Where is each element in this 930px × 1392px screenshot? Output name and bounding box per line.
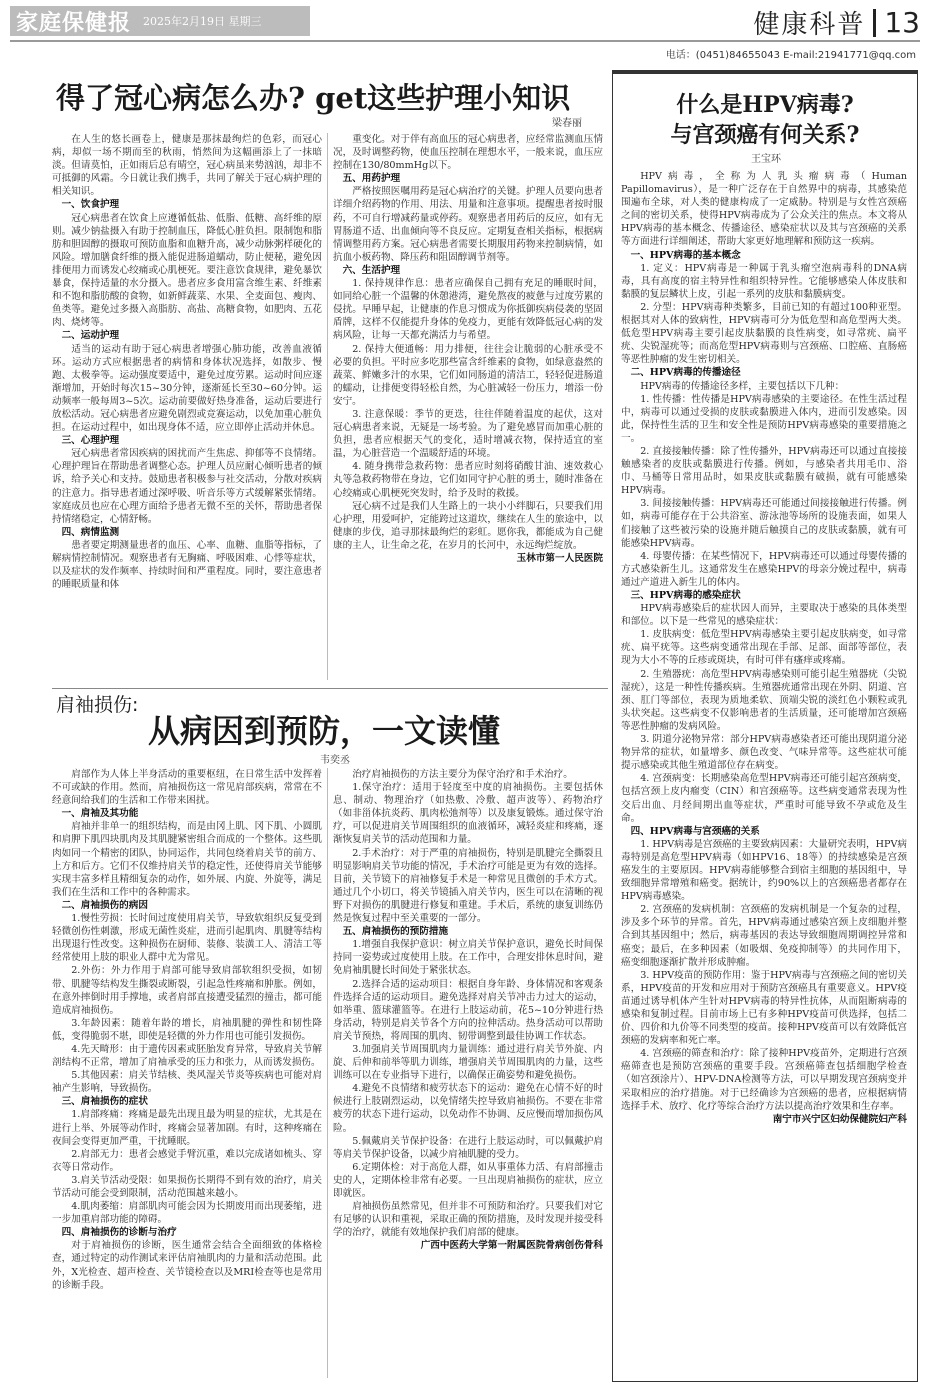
paragraph: 2.肩部无力：患者会感觉手臂沉重，难以完成诸如梳头、穿衣等日常动作。 — [52, 1148, 322, 1173]
paragraph: 适当的运动有助于冠心病患者增强心肺功能，改善血液循环。运动方式应根据患者的病情和身体状况选择，如散步、慢跑、太极拳等。运动强度要适中，避免过度劳累。运动时间应逐渐增加，开始时每次15~30分钟，逐渐延长至30~60分钟。运动频率一般每周3~5次。运动前要做好热身准备，运动后要进行放松活动。冠心病患者应避免剧烈或竞赛运动，以免加重心脏负担。在运动过程中，如出现身体不适，应立即停止活动并休息。 — [52, 343, 322, 434]
article2-title: 从病因到预防，一文读懂 — [148, 712, 501, 750]
paragraph: 4. 随身携带急救药物：患者应时刻将硝酸甘油、速效救心丸等急救药物带在身边，它们如同守护心脏的勇士，随时准备在心绞痛或心肌梗死突发时，给予及时的救援。 — [333, 461, 603, 499]
paragraph: 冠心病患者在饮食上应遵循低盐、低脂、低糖、高纤维的原则。减少钠盐摄入有助于控制血压，降低心脏负担。限制饱和脂肪和胆固醇的摄取可预防血脂和血糖升高，减少动脉粥样硬化的风险。增加膳食纤维的摄入能促进肠道蠕动，防止便秘，避免因排便用力而诱发心绞痛或心肌梗死。要注意饮食规律，避免暴饮暴食，保持适量的水分摄入。患者应多食用富含维生素、纤维素和不饱和脂肪酸的食物，如新鲜蔬菜、水果、全麦面包、瘦肉、鱼类等。避免过多摄入高脂肪、高盐、高糖食物，如肥肉、五花肉、烧烤等。 — [52, 212, 322, 329]
sidebar-article-box — [612, 70, 918, 1382]
article3-title-line1: 什么是HPV病毒? — [676, 92, 854, 118]
paragraph: 3.加强肩关节周围肌肉力量训练：通过进行肩关节外旋、内旋、后伸和前举等肌力训练，增强肩关节周围肌肉的力量，这些训练可以在专业指导下进行，以确保正确姿势和避免损伤。 — [333, 1043, 603, 1082]
paragraph: 1.慢性劳损：长时间过度使用肩关节，导致软组织反复受到轻微创伤性刺激，形成无菌性炎症，进而引起肌肉、肌腱等结构出现退行性改变。这种损伤在厨师、装修、装潢工人、清洁工等经常使用上肢的职业人群中尤为常见。 — [52, 913, 322, 964]
paragraph: 2.选择合适的运动项目：根据自身年龄、身体情况和客观条件选择合适的运动项目。避免选择对肩关节冲击力过大的运动，如举重、篮球灌篮等。在进行上肢运动前，花5~10分钟进行热身活动，特别是肩关节各个方向的拉伸活动。热身活动可以帮助肩关节预热，将周围的肌肉、韧带调整到最佳协调工作状态。 — [333, 978, 603, 1042]
paragraph: 4. 宫颈病变：长期感染高危型HPV病毒还可能引起宫颈病变，包括宫颈上皮内瘤变（CIN）和宫颈癌等。这些病变通常表现为性交后出血、月经间期出血等症状，严重时可能导致不孕或危及生命。 — [621, 773, 907, 824]
paragraph: 3. 间接接触传播：HPV病毒还可能通过间接接触进行传播。例如，病毒可能存在于公共浴室、游泳池等场所的设施表面，如果人们接触了这些被污染的设施并随后触摸自己的皮肤或黏膜，就有可能感染HPV病毒。 — [621, 498, 907, 549]
section-divider — [873, 9, 876, 37]
page-number: 13 — [884, 6, 920, 39]
article2-kicker: 肩袖损伤: — [56, 694, 139, 716]
paragraph: 严格按照医嘱用药是冠心病治疗的关键。护理人员要向患者详细介绍药物的作用、用法、用量和注意事项。提醒患者按时服药，不可自行增减药量或停药。观察患者用药后的反应，如有无胃肠道不适、出血倾向等不良反应。定期复查相关指标，根据病情调整用药方案。冠心病患者需要长期服用药物来控制病情，如抗血小板药物、降压药和阻固醇调节剂等。 — [333, 186, 603, 263]
article-divider — [52, 688, 608, 689]
article-source: 玉林市第一人民医院 — [516, 553, 603, 564]
section-name: 健康科普 — [753, 10, 866, 40]
article1-column-1 — [52, 133, 322, 680]
paragraph: 2. 直接接触传播：除了性传播外，HPV病毒还可以通过直接接触感染者的皮肤或黏膜进行传播。例如，与感染者共用毛巾、浴巾、马桶等日常用品时，如果皮肤或黏膜有破损，就有可能感染HPV病毒。 — [621, 445, 907, 497]
paragraph: 3.年龄因素：随着年龄的增长，肩袖肌腱的弹性和韧性降低，变得脆弱不堪，即使是轻微的外力作用也可能引发损伤。 — [52, 1017, 322, 1042]
paragraph: HPV病毒感染后的症状因人而异，主要取决于感染的具体类型和部位。以下是一些常见的感染症状： — [621, 603, 907, 628]
paragraph: 重变化。对于伴有高血压的冠心病患者，应经常监测血压情况，及时调整药物，使血压控制在理想水平，一般来说，血压应控制在130/80mmHg以下。 — [333, 134, 603, 172]
paragraph: 4. 母婴传播：在某些情况下，HPV病毒还可以通过母婴传播的方式感染新生儿。这通常发生在感染HPV的母亲分娩过程中，病毒通过产道进入新生儿的体内。 — [621, 550, 907, 588]
section-heading: 三、心理护理 — [61, 435, 120, 447]
paragraph: 6.定期体检：对于高危人群，如从事重体力活、有肩部撞击史的人，定期体检非常有必要。一旦出现肩袖损伤的症状，应立即就医。 — [333, 1161, 603, 1199]
paragraph: 5.佩戴肩关节保护设备：在进行上肢运动时，可以佩戴护肩等肩关节保护设备，以减少肩袖肌腱的受力。 — [333, 1135, 603, 1160]
section-heading: 一、肩袖及其功能 — [61, 808, 139, 820]
column-rule — [327, 768, 328, 1378]
paragraph: 冠心病不过是我们人生路上的一块小小绊脚石，只要我们用心护理，用爱呵护，定能跨过这道坎，继续在人生的旅途中，以健康的步伐，追寻那抹最绚烂的彩虹。愿你我，都能成为自己健康的主人，让生命之花，在岁月的长河中，永远绚烂绽放。 — [333, 500, 603, 551]
contact-line: 电话：(0451)84655043 E-mail:21941771@qq.com — [665, 50, 916, 61]
section-heading: 五、肩袖损伤的预防措施 — [342, 926, 449, 938]
section-heading: 三、肩袖损伤的症状 — [61, 1096, 148, 1108]
paragraph: 1. 保持规律作息：患者应确保自己拥有充足的睡眠时间，如同给心脏一个温馨的休憩港湾，避免熬夜的疲惫与过度劳累的侵扰。早睡早起，让健康的作息习惯成为你抵御疾病侵袭的坚固盾牌，这样不仅能提升身体的免疫力，更能有效降低冠心病的发病风险，让每一天都充满活力与希望。 — [333, 278, 603, 342]
article3-body — [621, 170, 907, 1380]
paragraph: 4. 宫颈癌的筛查和治疗：除了接种HPV疫苗外，定期进行宫颈癌筛查也是预防宫颈癌的重要手段。宫颈癌筛查包括细胞学检查（如宫颈涂片）、HPV-DNA检测等方法，可以早期发现宫颈病变并采取相应的治疗措施。对于已经确诊为宫颈癌的患者，应根据病情选择手术、放疗、化疗等综合治疗方法以提高治疗效果和生存率。 — [621, 1048, 907, 1112]
paragraph: 2.手术治疗：对于严重的肩袖损伤，特别是肌腱完全撕裂且明显影响肩关节功能的情况，手术治疗可能是更为有效的选择。目前，关节镜下的肩袖修复手术是一种常见且微创的手术方式。通过几个小切口，将关节镜插入肩关节内，医生可以在清晰的视野下对损伤的肌腱进行修复和重建。手术后，系统的康复训练仍然是恢复过程中至关重要的一部分。 — [333, 847, 603, 925]
paragraph: 3. 注意保暖：季节的更迭，往往伴随着温度的起伏，这对冠心病患者来说，无疑是一场考验。为了避免感冒而加重心脏的负担，患者应根据天气的变化，适时增减衣物，保持适宜的室温，为心脏营造一个温暖舒适的环境。 — [333, 408, 603, 460]
paragraph: 1. 性传播：性传播是HPV病毒感染的主要途径。在性生活过程中，病毒可以通过受损的皮肤或黏膜进入体内，进而引发感染。因此，保持性生活的卫生和安全性是预防HPV病毒感染的重要措施之一。 — [621, 393, 907, 444]
paragraph: 3.肩关节活动受限：如果损伤长期得不到有效的治疗，肩关节活动可能会受到限制，活动范围越来越小。 — [52, 1174, 322, 1199]
column-rule — [327, 133, 328, 680]
article2-column-1 — [52, 768, 322, 1378]
paragraph: 冠心病患者常因疾病的困扰而产生焦虑、抑郁等不良情绪。心理护理旨在帮助患者调整心态。护理人员应耐心倾听患者的倾诉，给予关心和支持。鼓励患者积极参与社交活动，分散对疾病的注意力。指导患者通过深呼吸、听音乐等方式缓解紧张情绪。家庭成员也应在心理方面给予患者无微不至的关怀，帮助患者保持情绪稳定，心情舒畅。 — [52, 448, 322, 525]
paragraph: 4.肌肉萎缩：肩部肌肉可能会因为长期废用而出现萎缩，进一步加重肩部功能的障碍。 — [52, 1201, 322, 1226]
paragraph: 2. 保持大便通畅：用力排便，往往会让脆弱的心脏承受不必要的负担。平时应多吃那些富含纤维素的食物，如绿意盎然的蔬菜、鲜嫩多汁的水果，它们如同肠道的清洁工，轻轻促进肠道的蠕动，让排便变得轻松自然，为心脏减轻一份压力，增添一份安宁。 — [333, 343, 603, 407]
paragraph: 在人生的悠长画卷上，健康是那抹最绚烂的色彩，而冠心病，却似一场不期而至的秋雨，悄然间为这幅画添上了一抹暗淡。但请莫怕，正如雨后总有晴空，冠心病虽来势汹汹，却非不可抵御的风霜。今日就让我们携手，共同了解关于冠心病护理的相关知识。 — [52, 134, 322, 198]
section-heading: 四、肩袖损伤的诊断与治疗 — [61, 1227, 177, 1239]
paragraph: 2. 生殖器疣：高危型HPV病毒感染则可能引起生殖器疣（尖锐湿疣），这是一种性传播疾病。生殖器疣通常出现在外阴、阴道、宫颈、肛门等部位，表现为质地柔软、顶端尖锐的淡红色小颗粒或乳头状突起。这些病变不仅影响患者的生活质量，还可能增加宫颈癌等恶性肿瘤的发病风险。 — [621, 668, 907, 732]
article2-author: 韦奕丞 — [320, 755, 350, 766]
paragraph: 肩袖并非单一的组织结构，而是由冈上肌、冈下肌、小圆肌和肩胛下肌四块肌肉及其肌腱紧密组合而成的一个整体。这些肌肉如同一个精密的团队，协同运作，共同包绕着肩关节的前方、上方和后方。它们不仅维持肩关节的稳定性，还使得肩关节能够实现丰富多样且精细复杂的动作，如外展、内旋、外旋等，满足我们在生活和工作中的各种需求。 — [52, 821, 322, 898]
article1-author: 梁春丽 — [552, 118, 582, 129]
paragraph: 2. 宫颈癌的发病机制：宫颈癌的发病机制是一个复杂的过程，涉及多个环节的异常。首先，HPV病毒通过感染宫颈上皮细胞并整合到其基因组中；然后，病毒基因的表达导致细胞周期调控异常和癌变；最后，在多种因素（如吸烟、免疫抑制等）的共同作用下，癌变细胞逐渐扩散并形成肿瘤。 — [621, 904, 907, 968]
section-heading: 一、饮食护理 — [61, 199, 120, 211]
paragraph: HPV病毒，全称为人乳头瘤病毒（Human Papillomavirus），是一种广泛存在于自然界中的病毒，其感染范围遍布全球，对人类的健康构成了一定威胁。特别是与女性宫颈癌之间的密切关系，使得HPV病毒成为了公众关注的焦点。本文将从HPV病毒的基本概念、传播途径、感染症状以及其与宫颈癌的关系等方面进行详细阐述，帮助大家更好地理解和预防这一疾病。 — [621, 171, 907, 248]
article2-column-2 — [333, 768, 603, 1378]
paragraph: 1. 皮肤病变：低危型HPV病毒感染主要引起皮肤病变，如寻常疣、扁平疣等。这些病变通常出现在手部、足部、面部等部位，表现为大小不等的丘疹或斑块，有时可伴有瘙痒或疼痛。 — [621, 629, 907, 667]
paragraph: 5.其他因素：肩关节结核、类风湿关节炎等疾病也可能对肩袖产生影响，导致损伤。 — [52, 1070, 322, 1095]
issue-date: 2025年2月19日 星期三 — [143, 15, 262, 28]
masthead — [0, 0, 930, 46]
paragraph: 1. 定义：HPV病毒是一种属于乳头瘤空泡病毒科的DNA病毒，具有高度的宿主特异性和组织特异性。它能够感染人体皮肤和黏膜的复层鳞状上皮，引起一系列的皮肤和黏膜病变。 — [621, 262, 907, 300]
section-heading: 四、HPV病毒与宫颈癌的关系 — [630, 825, 760, 837]
section-heading: 五、用药护理 — [342, 173, 401, 185]
paragraph: 患者要定期测量患者的血压、心率、血糖、血脂等指标，了解病情控制情况。观察患者有无胸痛、呼吸困难、心悸等症状，以及症状的发作频率、持续时间和严重程度。同时，要注意患者的睡眠质量和体 — [52, 539, 322, 591]
paragraph: 2. 分型：HPV病毒种类繁多，目前已知的有超过100种亚型。根据其对人体的致病性，HPV病毒可分为低危型和高危型两大类。低危型HPV病毒主要引起皮肤黏膜的良性病变，如寻常疣、扁平疣、尖锐湿疣等；而高危型HPV病毒则与宫颈癌、口腔癌、直肠癌等恶性肿瘤的发生密切相关。 — [621, 301, 907, 366]
section-heading: 六、生活护理 — [342, 264, 401, 276]
masthead-section-block — [753, 4, 920, 41]
paragraph: HPV病毒的传播途径多样，主要包括以下几种： — [640, 380, 845, 392]
paper-name: 家庭保健报 — [16, 9, 132, 36]
masthead-paper-block — [10, 6, 310, 36]
section-heading: 二、肩袖损伤的病因 — [61, 899, 148, 911]
paragraph: 1. HPV病毒是宫颈癌的主要致病因素：大量研究表明，HPV病毒特别是高危型HPV病毒（如HPV16、18等）的持续感染是宫颈癌发生的主要原因。HPV病毒能够整合到宿主细胞的基因组中，导致细胞异常增殖和癌变。据统计，约90%以上的宫颈癌患者都存在HPV病毒感染。 — [621, 838, 907, 903]
paragraph: 1.保守治疗：适用于轻度至中度的肩袖损伤。主要包括休息、制动、物理治疗（如热敷、冷敷、超声波等）、药物治疗（如非甾体抗炎药、肌肉松弛剂等）以及康复锻炼。通过保守治疗，可以促进肩关节周围组织的血液循环，减轻炎症和疼痛，逐渐恢复肩关节的活动范围和力量。 — [333, 782, 603, 846]
article1-title: 得了冠心病怎么办? get这些护理小知识 — [56, 81, 571, 115]
article3-title-line2: 与宫颈癌有何关系? — [670, 122, 860, 148]
paragraph: 4.先天畸形：由于遗传因素或胚胎发育异常，导致肩关节解剖结构不正常，增加了肩袖承受的压力和张力，从而诱发损伤。 — [52, 1043, 322, 1069]
paragraph: 3. 阴道分泌物异常：部分HPV病毒感染者还可能出现阴道分泌物异常的症状，如量增多、颜色改变、气味异常等。这些症状可能提示感染或其他生殖道部位存在病变。 — [621, 734, 907, 772]
section-heading: 二、HPV病毒的传播途径 — [630, 367, 741, 379]
paragraph: 3. HPV疫苗的预防作用：鉴于HPV病毒与宫颈癌之间的密切关系，HPV疫苗的开发和应用对于预防宫颈癌具有重要意义。HPV疫苗通过诱导机体产生针对HPV病毒的特异性抗体，从而阻断病毒的感染和复制过程。目前市场上已有多种HPV疫苗可供选择，包括二价、四价和九价等不同类型的疫苗。接种HPV疫苗可以有效降低宫颈癌的发病率和死亡率。 — [621, 969, 907, 1047]
paragraph: 对于肩袖损伤的诊断，医生通常会结合全面细致的体格检查，通过特定的动作测试来评估肩袖肌肉的力量和活动范围。此外，X光检查、超声检查、关节镜检查以及MRI检查等也是常用的诊断手段。 — [52, 1240, 322, 1291]
paragraph: 肩袖损伤虽然常见，但并非不可预防和治疗。只要我们对它有足够的认识和重视，采取正确的预防措施，及时发现并接受科学的治疗，就能有效地保护我们肩部的健康。 — [333, 1201, 603, 1239]
section-heading: 一、HPV病毒的基本概念 — [630, 249, 741, 261]
paragraph: 肩部作为人体上半身活动的重要枢纽，在日常生活中发挥着不可或缺的作用。然而，肩袖损伤这一常见肩部疾病，常常在不经意间给我们的生活和工作带来困扰。 — [52, 769, 322, 807]
paragraph: 1.肩部疼痛：疼痛是最先出现且最为明显的症状，尤其是在进行上举、外展等动作时，疼痛会显著加剧。有时，这种疼痛在夜间会变得更加严重，干扰睡眠。 — [52, 1109, 322, 1147]
article-source: 南宁市兴宁区妇幼保健院妇产科 — [772, 1113, 907, 1125]
article-source: 广西中医药大学第一附属医院骨病创伤骨科 — [420, 1240, 603, 1252]
paragraph: 4.避免不良情绪和疲劳状态下的运动：避免在心情不好的时候进行上肢剧烈运动，以免情绪失控导致肩袖损伤。不要在非常疲劳的状态下进行运动，以免动作不协调、反应慢而增加损伤风险。 — [333, 1083, 603, 1134]
paragraph: 1.增强自我保护意识：树立肩关节保护意识，避免长时间保持同一姿势或过度使用上肢。在工作中，合理安排休息时间，避免肩袖肌腱长时间处于紧张状态。 — [333, 939, 603, 977]
paragraph: 治疗肩袖损伤的方法主要分为保守治疗和手术治疗。 — [352, 769, 573, 780]
masthead-rule — [10, 40, 920, 42]
paragraph: 2.外伤：外力作用于肩部可能导致肩部软组织受损，如韧带、肌腱等结构发生撕裂或断裂，引起急性疼痛和肿胀。例如，在意外摔倒时用手撑地，或者肩部直接遭受猛烈的撞击，都可能造成肩袖损伤。 — [52, 965, 322, 1016]
section-heading: 四、病情监测 — [61, 526, 120, 538]
article1-column-2 — [333, 133, 603, 680]
section-heading: 三、HPV病毒的感染症状 — [630, 590, 741, 601]
article3-author: 王宝环 — [751, 154, 781, 165]
section-heading: 二、运动护理 — [61, 330, 120, 342]
